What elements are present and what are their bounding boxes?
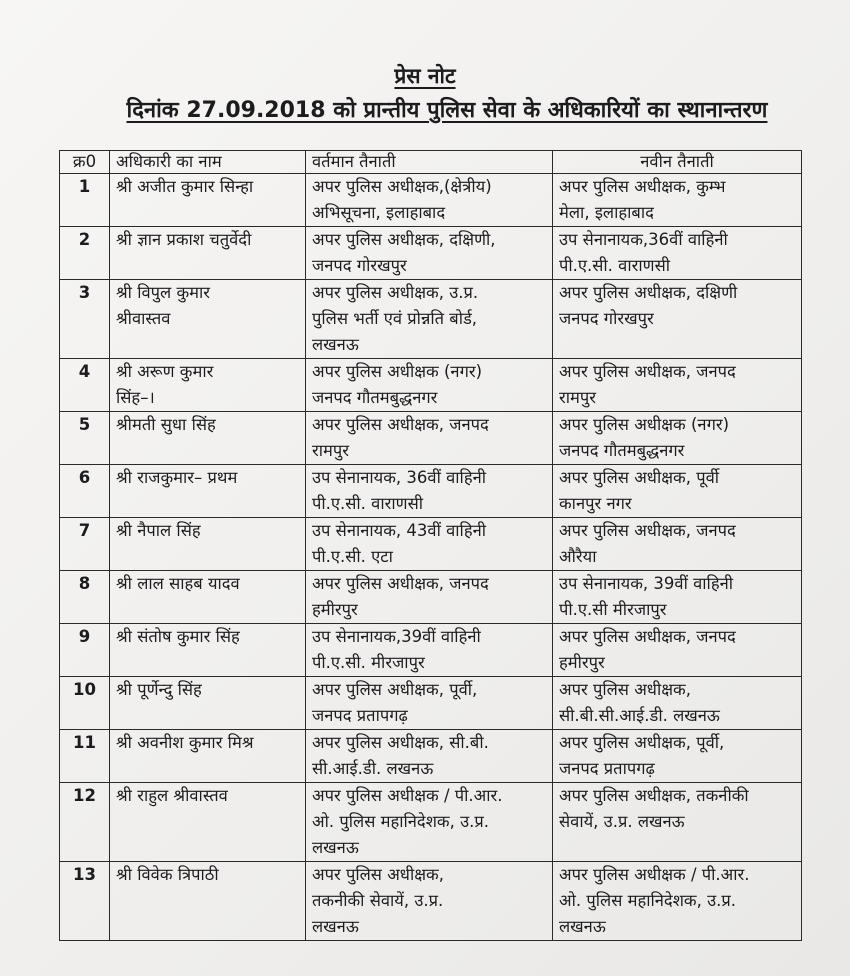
current-posting-line: हमीरपुर [312,600,358,619]
new-posting-line: अपर पुलिस अधीक्षक, कुम्भ [559,177,726,196]
officer-name-cell [110,677,306,730]
new-posting-line: जनपद गोरखपुर [559,309,654,328]
officer-name-cell [110,730,306,783]
col-name-header: अधिकारी का नाम [110,151,306,174]
transfer-subtitle: दिनांक 27.09.2018 को प्रान्तीय पुलिस सेवा के अधिकारियों का स्थानान्तरण [126,98,768,123]
officer-name-line: श्री राजकुमार– प्रथम [116,468,238,487]
serial-number: 7 [60,518,110,571]
new-posting-line: हमीरपुर [559,653,605,672]
col-current-posting-header: वर्तमान तैनाती [306,151,553,174]
table-row [60,359,802,412]
officer-name-line: श्रीमती सुधा सिंह [116,415,216,434]
new-posting-cell [553,465,802,518]
table-header-row [60,151,802,174]
current-posting-line: लखनऊ [312,335,359,354]
new-posting-cell [553,227,802,280]
current-posting-line: तकनीकी सेवायें, उ.प्र. [312,891,444,910]
officer-name-line: सिंह–। [116,388,155,407]
officer-name-line: श्री पूर्णेन्दु सिंह [116,680,202,699]
new-posting-line: उप सेनानायक,36वीं वाहिनी [559,230,728,249]
new-posting-line: ओ. पुलिस महानिदेशक, उ.प्र. [559,891,736,910]
current-posting-line: उप सेनानायक,39वीं वाहिनी [312,627,481,646]
officer-name-line: श्री संतोष कुमार सिंह [116,627,240,646]
current-posting-line: जनपद प्रतापगढ़ [312,706,408,725]
officer-name-line: श्री अवनीश कुमार मिश्र [116,733,254,752]
current-posting-cell [306,624,553,677]
new-posting-line: अपर पुलिस अधीक्षक, [559,680,691,699]
current-posting-line: अपर पुलिस अधीक्षक, पूर्वी, [312,680,478,699]
current-posting-line: लखनऊ [312,917,359,936]
new-posting-line: जनपद गौतमबुद्धनगर [559,441,685,460]
new-posting-line: औरैया [559,547,597,566]
new-posting-line: उप सेनानायक, 39वीं वाहिनी [559,574,734,593]
serial-number: 5 [60,412,110,465]
table-row [60,280,802,359]
current-posting-cell [306,465,553,518]
serial-number: 12 [60,783,110,862]
officer-name-line: श्री विवेक त्रिपाठी [116,865,219,884]
new-posting-line: कानपुर नगर [559,494,632,513]
current-posting-cell [306,730,553,783]
officer-name-cell [110,571,306,624]
new-posting-line: मेला, इलाहाबाद [559,203,654,222]
officer-name-line: श्रीवास्तव [116,309,171,328]
current-posting-line: अपर पुलिस अधीक्षक, [312,865,444,884]
officer-name-line: श्री राहुल श्रीवास्तव [116,786,228,805]
current-posting-line: पी.ए.सी. एटा [312,547,393,566]
current-posting-cell [306,783,553,862]
current-posting-cell [306,227,553,280]
new-posting-line: पी.ए.सी. वाराणसी [559,256,671,275]
new-posting-cell [553,174,802,227]
officer-name-cell [110,518,306,571]
new-posting-line: सेवायें, उ.प्र. लखनऊ [559,812,685,831]
current-posting-line: अपर पुलिस अधीक्षक,(क्षेत्रीय) [312,177,492,196]
current-posting-cell [306,280,553,359]
serial-number: 1 [60,174,110,227]
table-row [60,862,802,941]
new-posting-line: अपर पुलिस अधीक्षक, जनपद [559,627,736,646]
col-new-posting-header: नवीन तैनाती [553,151,802,174]
current-posting-line: अपर पुलिस अधीक्षक, उ.प्र. [312,283,479,302]
officer-name-line: श्री लाल साहब यादव [116,574,240,593]
current-posting-line: जनपद गोरखपुर [312,256,407,275]
current-posting-line: अभिसूचना, इलाहाबाद [312,203,446,222]
transfer-table [59,150,802,941]
table-row [60,624,802,677]
new-posting-line: अपर पुलिस अधीक्षक, पूर्वी [559,468,720,487]
new-posting-line: अपर पुलिस अधीक्षक, पूर्वी, [559,733,725,752]
officer-name-cell [110,624,306,677]
new-posting-line: पी.ए.सी मीरजापुर [559,600,667,619]
new-posting-cell [553,624,802,677]
current-posting-cell [306,412,553,465]
new-posting-line: अपर पुलिस अधीक्षक, जनपद [559,521,736,540]
new-posting-line: सी.बी.सी.आई.डी. लखनऊ [559,706,720,725]
new-posting-cell [553,412,802,465]
new-posting-cell [553,862,802,941]
new-posting-line: रामपुर [559,388,597,407]
serial-number: 4 [60,359,110,412]
current-posting-line: अपर पुलिस अधीक्षक (नगर) [312,362,483,381]
table-row [60,571,802,624]
table-row [60,227,802,280]
new-posting-line: जनपद प्रतापगढ़ [559,759,655,778]
serial-number: 10 [60,677,110,730]
serial-number: 11 [60,730,110,783]
officer-name-line: श्री ज्ञान प्रकाश चतुर्वेदी [116,230,252,249]
new-posting-cell [553,518,802,571]
current-posting-line: अपर पुलिस अधीक्षक, जनपद [312,574,489,593]
table-row [60,730,802,783]
officer-name-line: श्री नैपाल सिंह [116,521,201,540]
table-row [60,174,802,227]
press-note-title: प्रेस नोट [394,64,456,88]
new-posting-line: लखनऊ [559,917,606,936]
new-posting-line: अपर पुलिस अधीक्षक, दक्षिणी [559,283,738,302]
current-posting-line: सी.आई.डी. लखनऊ [312,759,434,778]
table-row [60,465,802,518]
new-posting-cell [553,571,802,624]
serial-number: 2 [60,227,110,280]
current-posting-line: पुलिस भर्ती एवं प्रोन्नति बोर्ड, [312,309,478,328]
officer-name-cell [110,174,306,227]
current-posting-cell [306,359,553,412]
new-posting-cell [553,783,802,862]
new-posting-cell [553,280,802,359]
officer-name-line: श्री अरूण कुमार [116,362,214,381]
current-posting-line: लखनऊ [312,838,359,857]
current-posting-cell [306,677,553,730]
current-posting-line: जनपद गौतमबुद्धनगर [312,388,438,407]
col-serial-header: क्र0 [60,151,110,174]
officer-name-cell [110,412,306,465]
current-posting-line: अपर पुलिस अधीक्षक, दक्षिणी, [312,230,496,249]
officer-name-line: श्री अजीत कुमार सिन्हा [116,177,254,196]
new-posting-cell [553,730,802,783]
serial-number: 13 [60,862,110,941]
officer-name-line: श्री विपुल कुमार [116,283,211,302]
officer-name-cell [110,783,306,862]
current-posting-cell [306,862,553,941]
current-posting-line: उप सेनानायक, 43वीं वाहिनी [312,521,487,540]
current-posting-line: उप सेनानायक, 36वीं वाहिनी [312,468,487,487]
officer-name-cell [110,862,306,941]
current-posting-cell [306,174,553,227]
current-posting-cell [306,571,553,624]
new-posting-cell [553,359,802,412]
current-posting-line: अपर पुलिस अधीक्षक, जनपद [312,415,489,434]
serial-number: 3 [60,280,110,359]
serial-number: 8 [60,571,110,624]
table-row [60,677,802,730]
current-posting-line: ओ. पुलिस महानिदेशक, उ.प्र. [312,812,489,831]
new-posting-line: अपर पुलिस अधीक्षक, तकनीकी [559,786,749,805]
officer-name-cell [110,227,306,280]
officer-name-cell [110,465,306,518]
serial-number: 6 [60,465,110,518]
table-row [60,783,802,862]
table-row [60,412,802,465]
officer-name-cell [110,359,306,412]
table-row [60,518,802,571]
current-posting-line: पी.ए.सी. वाराणसी [312,494,424,513]
current-posting-line: रामपुर [312,441,350,460]
current-posting-cell [306,518,553,571]
new-posting-line: अपर पुलिस अधीक्षक (नगर) [559,415,730,434]
new-posting-cell [553,677,802,730]
officer-name-cell [110,280,306,359]
current-posting-line: अपर पुलिस अधीक्षक, सी.बी. [312,733,489,752]
new-posting-line: अपर पुलिस अधीक्षक, जनपद [559,362,736,381]
serial-number: 9 [60,624,110,677]
current-posting-line: पी.ए.सी. मीरजापुर [312,653,425,672]
current-posting-line: अपर पुलिस अधीक्षक / पी.आर. [312,786,503,805]
new-posting-line: अपर पुलिस अधीक्षक / पी.आर. [559,865,750,884]
